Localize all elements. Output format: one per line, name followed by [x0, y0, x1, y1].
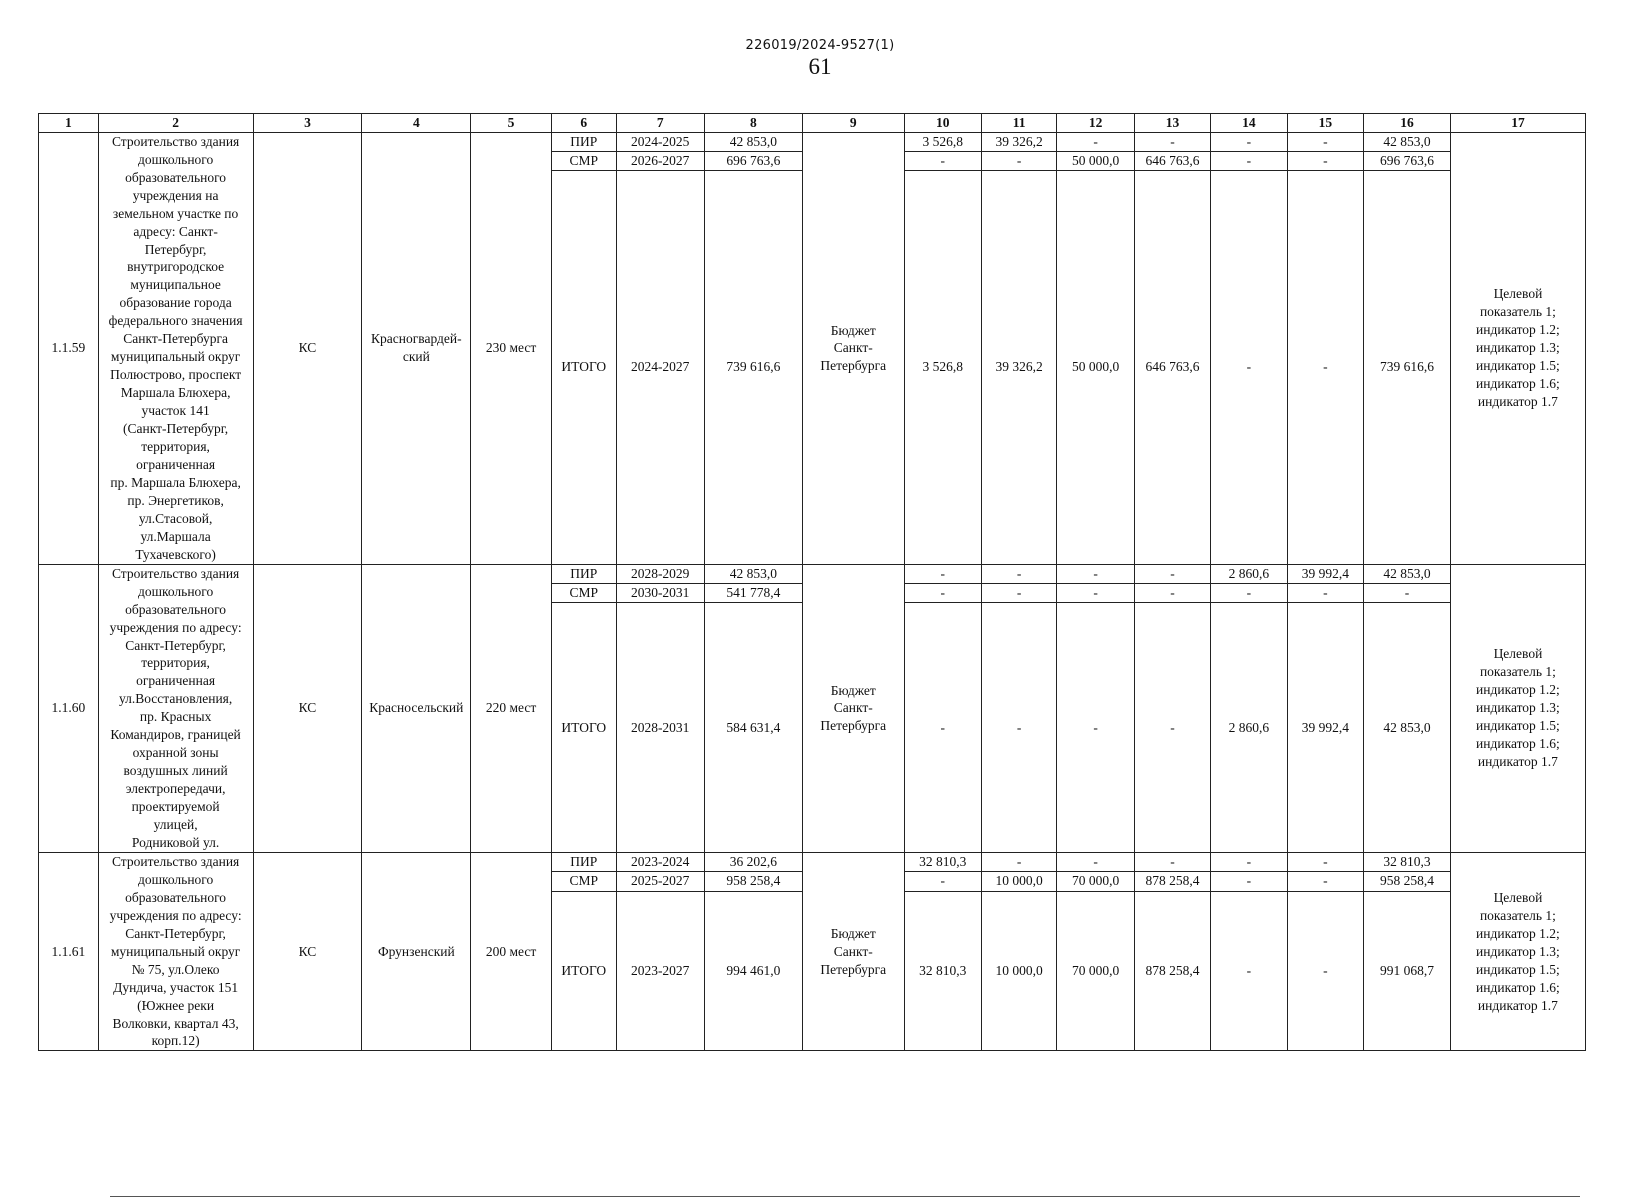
year-value: -: [1211, 583, 1287, 602]
object-district: [362, 564, 471, 852]
target-indicators: [1450, 852, 1585, 1050]
table-row: [39, 564, 1586, 583]
stage-period: 2023-2027: [616, 891, 704, 1051]
year-value: -: [981, 852, 1056, 871]
funding-source: [803, 132, 905, 564]
header-row: [39, 114, 1586, 133]
object-name-line: ул.Маршала: [140, 528, 211, 544]
stage-period: 2030-2031: [616, 583, 704, 602]
object-name-line: образование города: [119, 295, 232, 311]
object-name-line: адресу: Санкт-: [133, 223, 218, 239]
object-name-line: муниципальный округ: [110, 349, 241, 365]
object-name-line: ограниченная: [136, 456, 216, 472]
col-header: 8: [704, 114, 802, 133]
table-row: [39, 852, 1586, 871]
year-value: -: [904, 564, 981, 583]
col-header: 12: [1057, 114, 1134, 133]
funding-source-line: Бюджет: [830, 682, 876, 698]
object-name-line: пр. Красных: [139, 709, 212, 725]
target-indicators-line: индикатор 1.6;: [1476, 979, 1560, 995]
year-value: -: [1211, 170, 1287, 564]
col-header: 14: [1211, 114, 1287, 133]
object-name-line: (Санкт-Петербург,: [123, 421, 229, 437]
object-name-line: Волковки, квартал 43,: [112, 1015, 239, 1031]
object-name: [98, 132, 253, 564]
year-value: 70 000,0: [1057, 891, 1134, 1051]
stage-sum: 42 853,0: [1364, 602, 1451, 852]
stage-sum: 42 853,0: [1364, 132, 1451, 151]
object-name-line: Санкт-Петербург,: [125, 925, 226, 941]
target-indicators-line: индикатор 1.7: [1477, 997, 1558, 1013]
object-name: [98, 852, 253, 1050]
object-name-line: Санкт-Петербург,: [125, 637, 226, 653]
year-value: 10 000,0: [981, 891, 1056, 1051]
year-value: -: [1211, 132, 1287, 151]
col-header: 16: [1364, 114, 1451, 133]
year-value: -: [981, 564, 1056, 583]
stage-sum: 739 616,6: [1364, 170, 1451, 564]
stage-sum: 696 763,6: [1364, 151, 1451, 170]
year-value: -: [1211, 852, 1287, 871]
year-value: 646 763,6: [1134, 170, 1210, 564]
object-name-line: электропередачи,: [125, 781, 226, 797]
object-name-line: Строительство здания: [111, 133, 240, 149]
object-category: КС: [253, 852, 362, 1050]
object-name-line: пр. Маршала Блюхера,: [110, 474, 241, 490]
target-indicators-line: индикатор 1.7: [1477, 754, 1558, 770]
object-name-line: Строительство здания: [111, 565, 240, 581]
object-name-line: ул.Стасовой,: [138, 510, 213, 526]
object-name-line: ул.Восстановления,: [118, 691, 233, 707]
target-indicators-line: индикатор 1.6;: [1476, 376, 1560, 392]
stage-period: 2024-2027: [616, 170, 704, 564]
year-value: 3 526,8: [904, 170, 981, 564]
funding-source-line: Бюджет: [830, 322, 876, 338]
stage-total: 42 853,0: [704, 564, 802, 583]
col-header: 10: [904, 114, 981, 133]
stage-type: СМР: [551, 872, 616, 891]
document-number: 226019/2024-9527(1): [745, 38, 895, 53]
object-name-line: Петербург,: [144, 241, 207, 257]
page-number: 61: [808, 54, 832, 79]
year-value: -: [1057, 602, 1134, 852]
funding-source: [803, 852, 905, 1050]
object-name-line: территория,: [141, 439, 210, 455]
stage-type: ПИР: [551, 564, 616, 583]
year-value: 39 992,4: [1287, 564, 1363, 583]
stage-type: ИТОГО: [551, 602, 616, 852]
stage-type: СМР: [551, 583, 616, 602]
object-name-line: муниципальный округ: [110, 943, 241, 959]
object-name-line: Строительство здания: [111, 853, 240, 869]
year-value: -: [1287, 170, 1363, 564]
object-name-line: земельном участке по: [112, 205, 239, 221]
stage-sum: 42 853,0: [1364, 564, 1451, 583]
funding-source-line: Бюджет: [830, 925, 876, 941]
table-body: [39, 132, 1586, 1051]
col-header: 6: [551, 114, 616, 133]
object-name-line: дошкольного: [137, 871, 214, 887]
target-indicators-line: индикатор 1.5;: [1476, 961, 1560, 977]
object-name-line: Командиров, границей: [110, 727, 241, 743]
funding-source-line: Петербурга: [820, 718, 887, 734]
year-value: -: [981, 583, 1056, 602]
object-name-line: Тухачевского): [135, 546, 216, 562]
year-value: -: [1287, 872, 1363, 891]
object-name-line: дошкольного: [137, 583, 214, 599]
object-name-line: Полюстрово, проспект: [110, 367, 242, 383]
year-value: -: [904, 872, 981, 891]
year-value: -: [1211, 151, 1287, 170]
object-name-line: пр. Энергетиков,: [127, 492, 224, 508]
stage-type: ИТОГО: [551, 891, 616, 1051]
funding-source-line: Санкт-: [833, 943, 873, 959]
year-value: -: [1057, 564, 1134, 583]
stage-sum: -: [1364, 583, 1451, 602]
stage-total: 958 258,4: [704, 872, 802, 891]
stage-total: 36 202,6: [704, 852, 802, 871]
year-value: 32 810,3: [904, 891, 981, 1051]
object-name-line: (Южнее реки: [137, 997, 215, 1013]
year-value: 50 000,0: [1057, 151, 1134, 170]
target-indicators-line: Целевой: [1493, 646, 1543, 662]
col-header: 11: [981, 114, 1056, 133]
object-name-line: федерального значения: [108, 313, 243, 329]
object-name-line: учреждения по адресу:: [109, 619, 242, 635]
year-value: -: [904, 602, 981, 852]
year-value: -: [1057, 132, 1134, 151]
object-name-line: Маршала Блюхера,: [120, 385, 231, 401]
year-value: -: [904, 583, 981, 602]
year-value: 39 326,2: [981, 132, 1056, 151]
funding-source-line: Петербурга: [820, 961, 887, 977]
col-header: 1: [39, 114, 99, 133]
stage-period: 2028-2029: [616, 564, 704, 583]
object-name-line: территория,: [141, 655, 210, 671]
table-row: [39, 132, 1586, 151]
stage-sum: 958 258,4: [1364, 872, 1451, 891]
stage-total: 696 763,6: [704, 151, 802, 170]
stage-period: 2024-2025: [616, 132, 704, 151]
year-value: -: [1211, 891, 1287, 1051]
year-value: -: [1134, 583, 1210, 602]
target-indicators-line: показатель 1;: [1479, 907, 1556, 923]
object-name-line: внутригородское: [127, 259, 225, 275]
year-value: -: [1134, 132, 1210, 151]
target-indicators-line: Целевой: [1493, 286, 1543, 302]
stage-total: 994 461,0: [704, 891, 802, 1051]
object-name-line: Дундича, участок 151: [113, 979, 239, 995]
target-indicators-line: Целевой: [1493, 889, 1543, 905]
object-name-line: учреждения по адресу:: [109, 907, 242, 923]
target-indicators-line: показатель 1;: [1479, 304, 1556, 320]
target-indicators-line: индикатор 1.3;: [1476, 943, 1560, 959]
year-value: -: [1287, 151, 1363, 170]
object-name-line: Родниковой ул.: [131, 834, 220, 850]
object-capacity: 200 мест: [471, 852, 552, 1050]
stage-period: 2026-2027: [616, 151, 704, 170]
target-indicators-line: показатель 1;: [1479, 664, 1556, 680]
year-value: 2 860,6: [1211, 564, 1287, 583]
object-name-line: Санкт-Петербурга: [123, 331, 228, 347]
year-value: -: [1287, 852, 1363, 871]
object-name-line: охранной зоны: [132, 745, 219, 761]
target-indicators-line: индикатор 1.2;: [1476, 925, 1560, 941]
object-name-line: улицей,: [153, 817, 198, 833]
year-value: -: [1287, 891, 1363, 1051]
stage-type: ПИР: [551, 852, 616, 871]
target-indicators-line: индикатор 1.6;: [1476, 736, 1560, 752]
object-district-line: Красносельский: [369, 700, 464, 716]
object-name-line: образовательного: [125, 169, 227, 185]
object-district-line: Красногвардей-: [371, 331, 462, 347]
col-header: 9: [803, 114, 905, 133]
object-district-line: Фрунзенский: [377, 943, 455, 959]
object-capacity: 220 мест: [471, 564, 552, 852]
object-capacity: 230 мест: [471, 132, 552, 564]
year-value: -: [1287, 583, 1363, 602]
stage-type: ПИР: [551, 132, 616, 151]
funding-source-line: Санкт-: [833, 340, 873, 356]
object-name-line: муниципальное: [130, 277, 221, 293]
object-district: [362, 132, 471, 564]
object-name-line: воздушных линий: [123, 763, 228, 779]
year-value: 2 860,6: [1211, 602, 1287, 852]
year-value: 32 810,3: [904, 852, 981, 871]
year-value: -: [1057, 852, 1134, 871]
funding-source-line: Санкт-: [833, 700, 873, 716]
object-number: 1.1.60: [39, 564, 99, 852]
object-name-line: участок 141: [141, 403, 210, 419]
target-indicators: [1450, 132, 1585, 564]
year-value: 50 000,0: [1057, 170, 1134, 564]
year-value: -: [981, 602, 1056, 852]
object-category: КС: [253, 564, 362, 852]
target-indicators-line: индикатор 1.7: [1477, 394, 1558, 410]
footer-rule: [110, 1196, 1580, 1197]
stage-total: 541 778,4: [704, 583, 802, 602]
target-indicators-line: индикатор 1.3;: [1476, 700, 1560, 716]
object-name-line: проектируемой: [131, 799, 220, 815]
stage-total: 42 853,0: [704, 132, 802, 151]
col-header: 3: [253, 114, 362, 133]
stage-period: 2025-2027: [616, 872, 704, 891]
funding-source-line: Петербурга: [820, 358, 887, 374]
col-header: 17: [1450, 114, 1585, 133]
col-header: 4: [362, 114, 471, 133]
object-name-line: образовательного: [125, 601, 227, 617]
year-value: -: [1057, 583, 1134, 602]
year-value: 39 326,2: [981, 170, 1056, 564]
stage-sum: 991 068,7: [1364, 891, 1451, 1051]
year-value: 3 526,8: [904, 132, 981, 151]
object-district: [362, 852, 471, 1050]
col-header: 7: [616, 114, 704, 133]
col-header: 13: [1134, 114, 1210, 133]
target-indicators: [1450, 564, 1585, 852]
stage-type: СМР: [551, 151, 616, 170]
object-name-line: образовательного: [125, 889, 227, 905]
target-indicators-line: индикатор 1.2;: [1476, 322, 1560, 338]
year-value: 646 763,6: [1134, 151, 1210, 170]
col-header: 2: [98, 114, 253, 133]
target-indicators-line: индикатор 1.3;: [1476, 340, 1560, 356]
object-number: 1.1.59: [39, 132, 99, 564]
object-name-line: № 75, ул.Олеко: [131, 961, 220, 977]
year-value: 878 258,4: [1134, 872, 1210, 891]
funding-source: [803, 564, 905, 852]
stage-type: ИТОГО: [551, 170, 616, 564]
year-value: -: [1211, 872, 1287, 891]
object-name-line: ограниченная: [136, 673, 216, 689]
year-value: -: [904, 151, 981, 170]
year-value: 70 000,0: [1057, 872, 1134, 891]
object-district-line: ский: [402, 349, 430, 365]
object-category: КС: [253, 132, 362, 564]
year-value: -: [1287, 132, 1363, 151]
stage-period: 2023-2024: [616, 852, 704, 871]
object-name: [98, 564, 253, 852]
year-value: -: [1134, 564, 1210, 583]
stage-sum: 32 810,3: [1364, 852, 1451, 871]
object-number: 1.1.61: [39, 852, 99, 1050]
year-value: 878 258,4: [1134, 891, 1210, 1051]
stage-period: 2028-2031: [616, 602, 704, 852]
col-header: 5: [471, 114, 552, 133]
col-header: 15: [1287, 114, 1363, 133]
object-name-line: корп.12): [151, 1033, 200, 1049]
year-value: 10 000,0: [981, 872, 1056, 891]
year-value: -: [981, 151, 1056, 170]
object-name-line: дошкольного: [137, 151, 214, 167]
stage-total: 739 616,6: [704, 170, 802, 564]
object-name-line: учреждения на: [132, 187, 219, 203]
year-value: -: [1134, 852, 1210, 871]
target-indicators-line: индикатор 1.2;: [1476, 682, 1560, 698]
target-indicators-line: индикатор 1.5;: [1476, 358, 1560, 374]
year-value: -: [1134, 602, 1210, 852]
year-value: 39 992,4: [1287, 602, 1363, 852]
stage-total: 584 631,4: [704, 602, 802, 852]
target-indicators-line: индикатор 1.5;: [1476, 718, 1560, 734]
program-table: [38, 113, 1586, 1051]
